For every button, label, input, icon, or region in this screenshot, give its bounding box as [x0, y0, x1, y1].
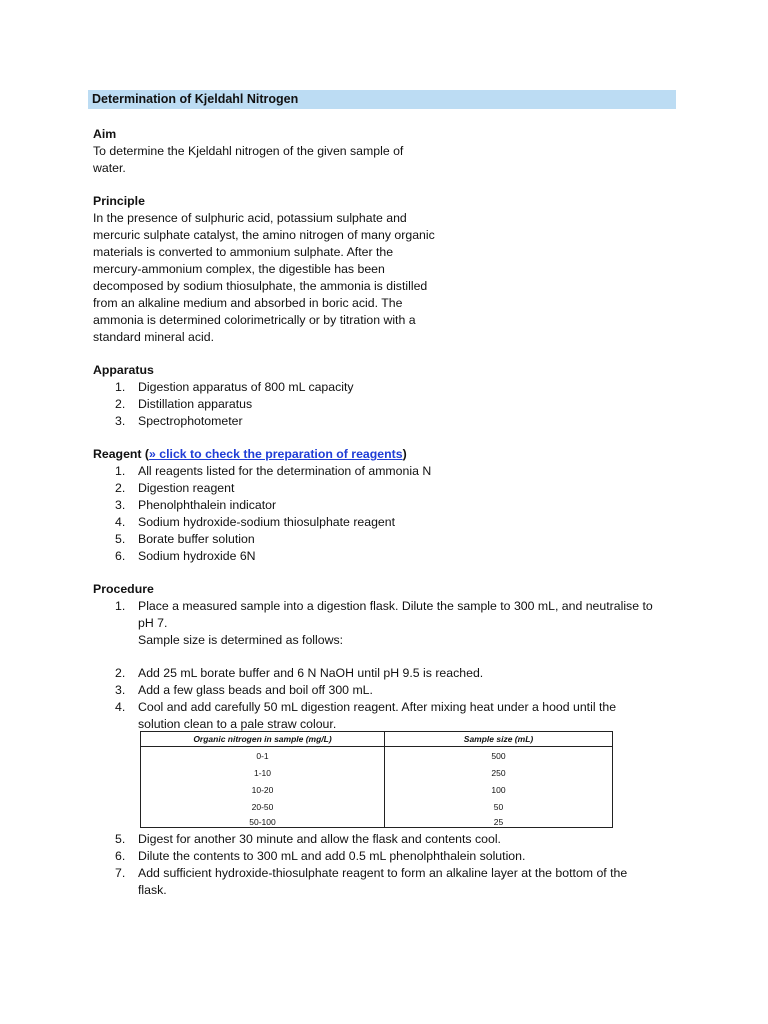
principle-line: ammonia is determined colorimetrically or by titration with a [93, 313, 416, 327]
list-item [93, 480, 431, 497]
page-title: Determination of Kjeldahl Nitrogen [92, 92, 299, 106]
list-item [93, 463, 431, 480]
principle-line: materials is converted to ammonium sulphate. After the [93, 245, 394, 259]
list-item [93, 396, 354, 413]
list-text: Digest for another 30 minute and allow the flask and contents cool. [138, 832, 501, 846]
list-item [93, 379, 354, 396]
principle-heading: Principle [93, 194, 145, 208]
list-number: 2. [115, 481, 126, 495]
list-item [93, 699, 616, 733]
table-header: Sample size (mL) [385, 732, 613, 747]
principle-line: decomposed by sodium thiosulphate, the ammonia is distilled [93, 279, 428, 293]
apparatus-list [93, 379, 354, 430]
list-number: 3. [115, 498, 126, 512]
table-cell: 500 [385, 747, 613, 765]
table-row [141, 747, 613, 765]
table-row [141, 798, 613, 815]
list-text: Dilute the contents to 300 mL and add 0.5 mL phenolphthalein solution. [138, 849, 526, 863]
list-text: Cool and add carefully 50 mL digestion reagent. After mixing heat under a hood until the [138, 700, 617, 714]
list-text: Place a measured sample into a digestion flask. Dilute the sample to 300 mL, and neutralise to [138, 599, 653, 613]
sample-size-table [140, 731, 613, 828]
list-item [93, 848, 627, 865]
list-text: pH 7. [138, 616, 168, 630]
list-item [93, 514, 431, 531]
list-number: 6. [115, 849, 126, 863]
list-text: Borate buffer solution [138, 532, 255, 546]
list-number: 1. [115, 464, 126, 478]
table-cell: 50-100 [141, 815, 385, 828]
table-row [141, 781, 613, 798]
list-item [93, 531, 431, 548]
list-item [93, 598, 653, 649]
aim-line: water. [93, 161, 126, 175]
list-text: Add sufficient hydroxide-thiosulphate reagent to form an alkaline layer at the bottom of the [138, 866, 628, 880]
reagent-list [93, 463, 431, 565]
list-number: 7. [115, 866, 126, 880]
list-number: 3. [115, 414, 126, 428]
reagent-heading-suffix: ) [402, 447, 407, 461]
reagent-preparation-link[interactable]: » click to check the preparation of reagents [149, 447, 403, 461]
list-number: 1. [115, 599, 126, 613]
principle-line: standard mineral acid. [93, 330, 214, 344]
list-item [93, 497, 431, 514]
list-text: flask. [138, 883, 167, 897]
aim-line: To determine the Kjeldahl nitrogen of the given sample of [93, 144, 404, 158]
procedure-list-part2 [93, 665, 616, 733]
list-item [93, 665, 616, 682]
list-text: Add 25 mL borate buffer and 6 N NaOH until pH 9.5 is reached. [138, 666, 484, 680]
procedure-heading: Procedure [93, 582, 154, 596]
reagent-heading-prefix: Reagent ( [93, 447, 150, 461]
list-number: 2. [115, 666, 126, 680]
table-cell: 0-1 [141, 747, 385, 765]
principle-line: mercuric sulphate catalyst, the amino nitrogen of many organic [93, 228, 435, 242]
list-item [93, 682, 616, 699]
list-text: solution clean to a pale straw colour. [138, 717, 337, 731]
list-text: Sodium hydroxide-sodium thiosulphate reagent [138, 515, 396, 529]
procedure-list-part3 [93, 831, 627, 899]
list-text: All reagents listed for the determination of ammonia N [138, 464, 432, 478]
list-text: Add a few glass beads and boil off 300 mL. [138, 683, 373, 697]
table-cell: 20-50 [141, 798, 385, 815]
list-text: Distillation apparatus [138, 397, 253, 411]
table-cell: 1-10 [141, 764, 385, 781]
list-number: 5. [115, 532, 126, 546]
list-item [93, 413, 354, 430]
list-item [93, 865, 627, 899]
list-text: Sample size is determined as follows: [138, 633, 344, 647]
table-cell: 250 [385, 764, 613, 781]
table-header: Organic nitrogen in sample (mg/L) [141, 732, 385, 747]
reagent-heading [93, 446, 407, 463]
list-number: 4. [115, 700, 126, 714]
procedure-list-part1 [93, 598, 653, 649]
list-item [93, 548, 431, 565]
list-text: Sodium hydroxide 6N [138, 549, 256, 563]
list-number: 6. [115, 549, 126, 563]
list-text: Spectrophotometer [138, 414, 243, 428]
table-row [141, 764, 613, 781]
list-text: Phenolphthalein indicator [138, 498, 277, 512]
list-item [93, 831, 627, 848]
table-cell: 100 [385, 781, 613, 798]
table-cell: 10-20 [141, 781, 385, 798]
principle-line: from an alkaline medium and absorbed in boric acid. The [93, 296, 403, 310]
aim-heading: Aim [93, 127, 117, 141]
principle-line: In the presence of sulphuric acid, potassium sulphate and [93, 211, 407, 225]
list-number: 1. [115, 380, 126, 394]
list-number: 5. [115, 832, 126, 846]
table-header-row [141, 732, 613, 747]
aim-text [93, 143, 443, 177]
apparatus-heading: Apparatus [93, 363, 154, 377]
list-number: 2. [115, 397, 126, 411]
table-cell: 25 [385, 815, 613, 828]
list-text: Digestion reagent [138, 481, 235, 495]
list-number: 3. [115, 683, 126, 697]
principle-text [93, 210, 443, 346]
principle-line: mercury-ammonium complex, the digestible has been [93, 262, 385, 276]
table-cell: 50 [385, 798, 613, 815]
list-number: 4. [115, 515, 126, 529]
list-text: Digestion apparatus of 800 mL capacity [138, 380, 354, 394]
table-row [141, 815, 613, 828]
